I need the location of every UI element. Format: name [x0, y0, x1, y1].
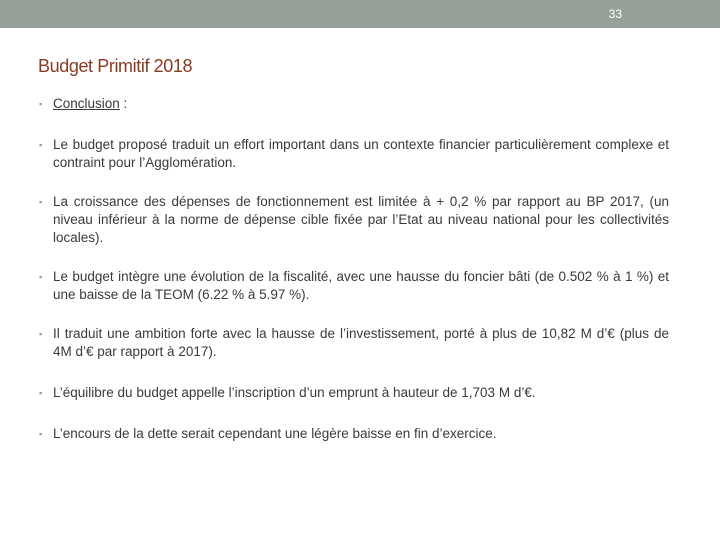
bullet-text: L’encours de la dette serait cependant une légère baisse en fin d’exercice. — [53, 426, 497, 441]
bullet-text: L’équilibre du budget appelle l’inscription d’un emprunt à hauteur de 1,703 M d’€. — [53, 385, 536, 400]
bullet-text: Le budget intègre une évolution de la fiscalité, avec une hausse du foncier bâti (de 0.502 % à 1 %) et une baisse de la TEOM (6.22 % à 5.97 %). — [53, 269, 669, 302]
bullet-item — [39, 425, 669, 443]
bullet-item — [39, 136, 669, 172]
bullet-marker: ▪ — [39, 388, 43, 398]
conclusion-label: Conclusion — [53, 96, 120, 111]
bullet-item — [39, 384, 669, 402]
bullet-text: Le budget proposé traduit un effort important dans un contexte financier particulièrement complexe et contraint pour l’Agglomération. — [53, 137, 669, 170]
bullet-text: Il traduit une ambition forte avec la hausse de l’investissement, porté à plus de 10,82 M d’€ (plus de 4M d’€ par rapport à 2017). — [53, 326, 669, 359]
bullet-marker: ▪ — [39, 429, 43, 439]
bullet-marker: ▪ — [39, 99, 43, 109]
bullet-item — [39, 193, 669, 247]
bullet-item — [39, 268, 669, 304]
bullet-conclusion — [39, 95, 669, 113]
top-bar — [0, 0, 720, 28]
bullet-text: La croissance des dépenses de fonctionnement est limitée à + 0,2 % par rapport au BP 2017, (un niveau inférieur à la norme de dépense cible fixée par l’Etat au niveau national pour les collectivités locales). — [53, 194, 669, 245]
slide-title: Budget Primitif 2018 — [38, 56, 193, 76]
bullet-list — [39, 95, 669, 443]
bullet-marker: ▪ — [39, 329, 43, 339]
bullet-marker: ▪ — [39, 140, 43, 150]
bullet-item — [39, 325, 669, 361]
bullet-marker: ▪ — [39, 197, 43, 207]
conclusion-suffix: : — [119, 96, 128, 111]
bullet-marker: ▪ — [39, 272, 43, 282]
page-number: 33 — [608, 7, 622, 21]
